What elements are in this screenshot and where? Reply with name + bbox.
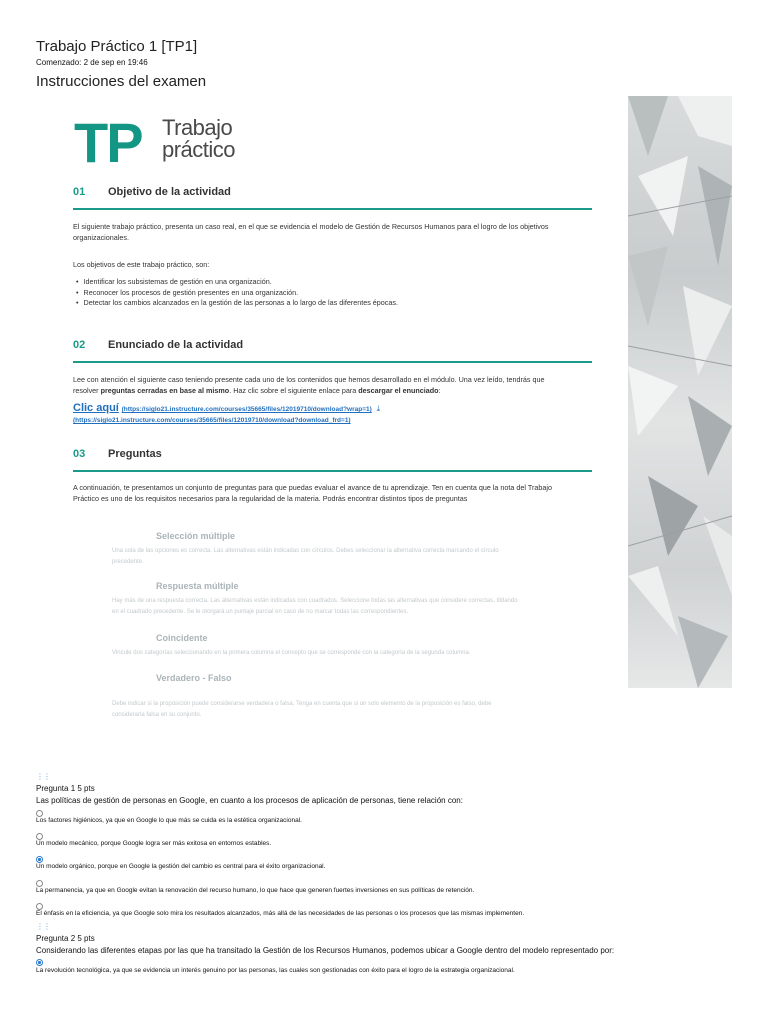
text-span: :	[438, 385, 441, 395]
qtype-desc-matching	[112, 648, 552, 659]
section-heading-01	[73, 186, 592, 210]
qtype-title-true-false: Verdadero - Falso	[156, 673, 232, 683]
desc-line: Hay más de una respuesta correcta. Las alternativas están indicadas con cuadrados. Seleccione todas las alternativas que considere correctas, tildando	[112, 598, 518, 604]
bold-text: preguntas cerradas en base al mismo	[100, 385, 230, 395]
section-number: 01	[73, 186, 86, 198]
objectives-list	[76, 277, 576, 309]
section-title: Preguntas	[108, 448, 162, 460]
download-link[interactable]: Clic aquí	[73, 402, 119, 414]
answer-option[interactable]: El énfasis en la eficiencia, ya que Google solo mira los resultados alcanzados, más allá de las necesidades de las personas o los procesos que las mismas implementen.	[36, 910, 525, 917]
answer-option[interactable]: Los factores higiénicos, ya que en Google lo que más se cuida es la estética organizacional.	[36, 817, 302, 824]
objectives-intro: Los objetivos de este trabajo práctico, son:	[73, 260, 210, 269]
answer-radio-selected[interactable]	[36, 959, 43, 966]
download-icon[interactable]: ⤓	[376, 404, 381, 413]
answer-radio[interactable]	[36, 810, 43, 817]
bold-text: descargar el enunciado	[358, 385, 439, 395]
paragraph-line: organizacionales.	[73, 232, 129, 242]
qtype-desc-true-false	[112, 699, 552, 721]
desc-line: en el cuadrado precedente. Se le otorgará un puntaje parcial en caso de no marcar todas las correspondientes.	[112, 609, 409, 615]
download-direct-link[interactable]: (https://siglo21.instructure.com/courses/35665/files/12019710/download?download_frd=1)	[73, 417, 351, 424]
section-title: Objetivo de la actividad	[108, 186, 231, 198]
list-item: • Identificar los subsistemas de gestión en una organización.	[76, 277, 576, 288]
answer-radio-selected[interactable]	[36, 856, 43, 863]
page-title: Trabajo Práctico 1 [TP1]	[36, 38, 198, 55]
answer-option[interactable]: Un modelo orgánico, porque en Google la gestión del cambio es central para el éxito organizacional.	[36, 863, 326, 870]
download-link-url[interactable]: (https://siglo21.instructure.com/courses/35665/files/12019710/download?wrap=1)	[121, 406, 372, 413]
paragraph-line: El siguiente trabajo práctico, presenta un caso real, en el que se evidencia el modelo de Gestión de Recursos Humanos para el logro de los objetivos	[73, 222, 549, 231]
paragraph-line: Práctico es uno de los requisitos necesarios para la regularidad de la materia. Podrás encontrar distintos tipos de preguntas	[73, 493, 468, 503]
desc-line: Vincule dos categorías seleccionando en la primera columna el concepto que se corresponde con la categoría de la segunda columna.	[112, 650, 471, 656]
section-02-paragraph	[73, 375, 593, 396]
answer-radio[interactable]	[36, 903, 43, 910]
qtype-desc-multiple-choice	[112, 546, 552, 568]
question-1-header: Pregunta 1 5 pts	[36, 784, 95, 793]
question-2-header: Pregunta 2 5 pts	[36, 934, 95, 943]
question-1-text: Las políticas de gestión de personas en Google, en cuanto a los procesos de aplicación de personas, tiene relación con:	[36, 796, 463, 805]
qtype-title-matching: Coincidente	[156, 633, 208, 643]
section-03-paragraph	[73, 483, 593, 504]
paragraph-line	[73, 386, 593, 397]
started-timestamp: Comenzado: 2 de sep en 19:46	[36, 58, 148, 67]
qtype-title-multiple-answer: Respuesta múltiple	[156, 581, 239, 591]
paragraph-line: Lee con atención el siguiente caso teniendo presente cada uno de los contenidos que hemos desarrollado en el módulo. Una vez leído, tendrás que	[73, 375, 545, 384]
section-heading-03	[73, 448, 592, 472]
answer-option[interactable]: La revolución tecnológica, ya que se evidencia un interés genuino por las personas, las cuales son gestionadas con éxito para el logro de la estrategia organizacional.	[36, 967, 515, 974]
answer-radio[interactable]	[36, 880, 43, 887]
answer-option[interactable]: La permanencia, ya que en Google evitan la renovación del recurso humano, lo que hace que generen fuertes inversiones en sus políticas de retención.	[36, 887, 475, 894]
paragraph-line: A continuación, te presentamos un conjunto de preguntas para que puedas evaluar el avance de tu aprendizaje. Ten en cuenta que la nota del Trabajo	[73, 483, 552, 492]
answer-option[interactable]: Un modelo mecánico, porque Google logra ser más exitosa en entornos estables.	[36, 840, 272, 847]
list-item: • Detectar los cambios alcanzados en la gestión de las personas a lo largo de las diferentes épocas.	[76, 298, 576, 309]
desc-line: precedente.	[112, 559, 144, 565]
desc-line: Debe indicar si la proposición puede considerarse verdadera o falsa. Tenga en cuenta que si un solo elemento de la proposición es falso, debe	[112, 701, 492, 707]
architecture-photo	[628, 96, 732, 688]
desc-line: considerarla falsa en su conjunto.	[112, 712, 202, 718]
question-2-text: Considerando las diferentes etapas por las que ha transitado la Gestión de los Recursos Humanos, podemos ubicar a Google dentro del modelo representado por:	[36, 946, 615, 955]
tp-logo-word1: Trabajo	[162, 115, 233, 140]
drag-handle-icon[interactable]: ⋮⋮	[36, 922, 50, 931]
section-number: 03	[73, 448, 86, 460]
qtype-desc-multiple-answer	[112, 596, 552, 618]
list-item: • Reconocer los procesos de gestión presentes en una organización.	[76, 288, 576, 299]
answer-radio[interactable]	[36, 833, 43, 840]
text-span: resolver	[73, 385, 101, 395]
section-number: 02	[73, 339, 86, 351]
text-span: . Haz clic sobre el siguiente enlace para	[229, 385, 359, 395]
instructions-heading: Instrucciones del examen	[36, 73, 207, 90]
drag-handle-icon[interactable]: ⋮⋮	[36, 772, 50, 781]
section-heading-02	[73, 339, 592, 363]
download-link-row	[73, 402, 380, 414]
qtype-title-multiple-choice: Selección múltiple	[156, 531, 236, 541]
tp-logo: TP	[74, 111, 142, 174]
desc-line: Una sola de las opciones es correcta. Las alternativas están indicadas con círculos. Debes seleccionar la alternativa correcta marcando el círculo	[112, 548, 499, 554]
tp-logo-word2: práctico	[162, 137, 236, 162]
section-01-paragraph	[73, 222, 593, 243]
section-title: Enunciado de la actividad	[108, 339, 244, 351]
